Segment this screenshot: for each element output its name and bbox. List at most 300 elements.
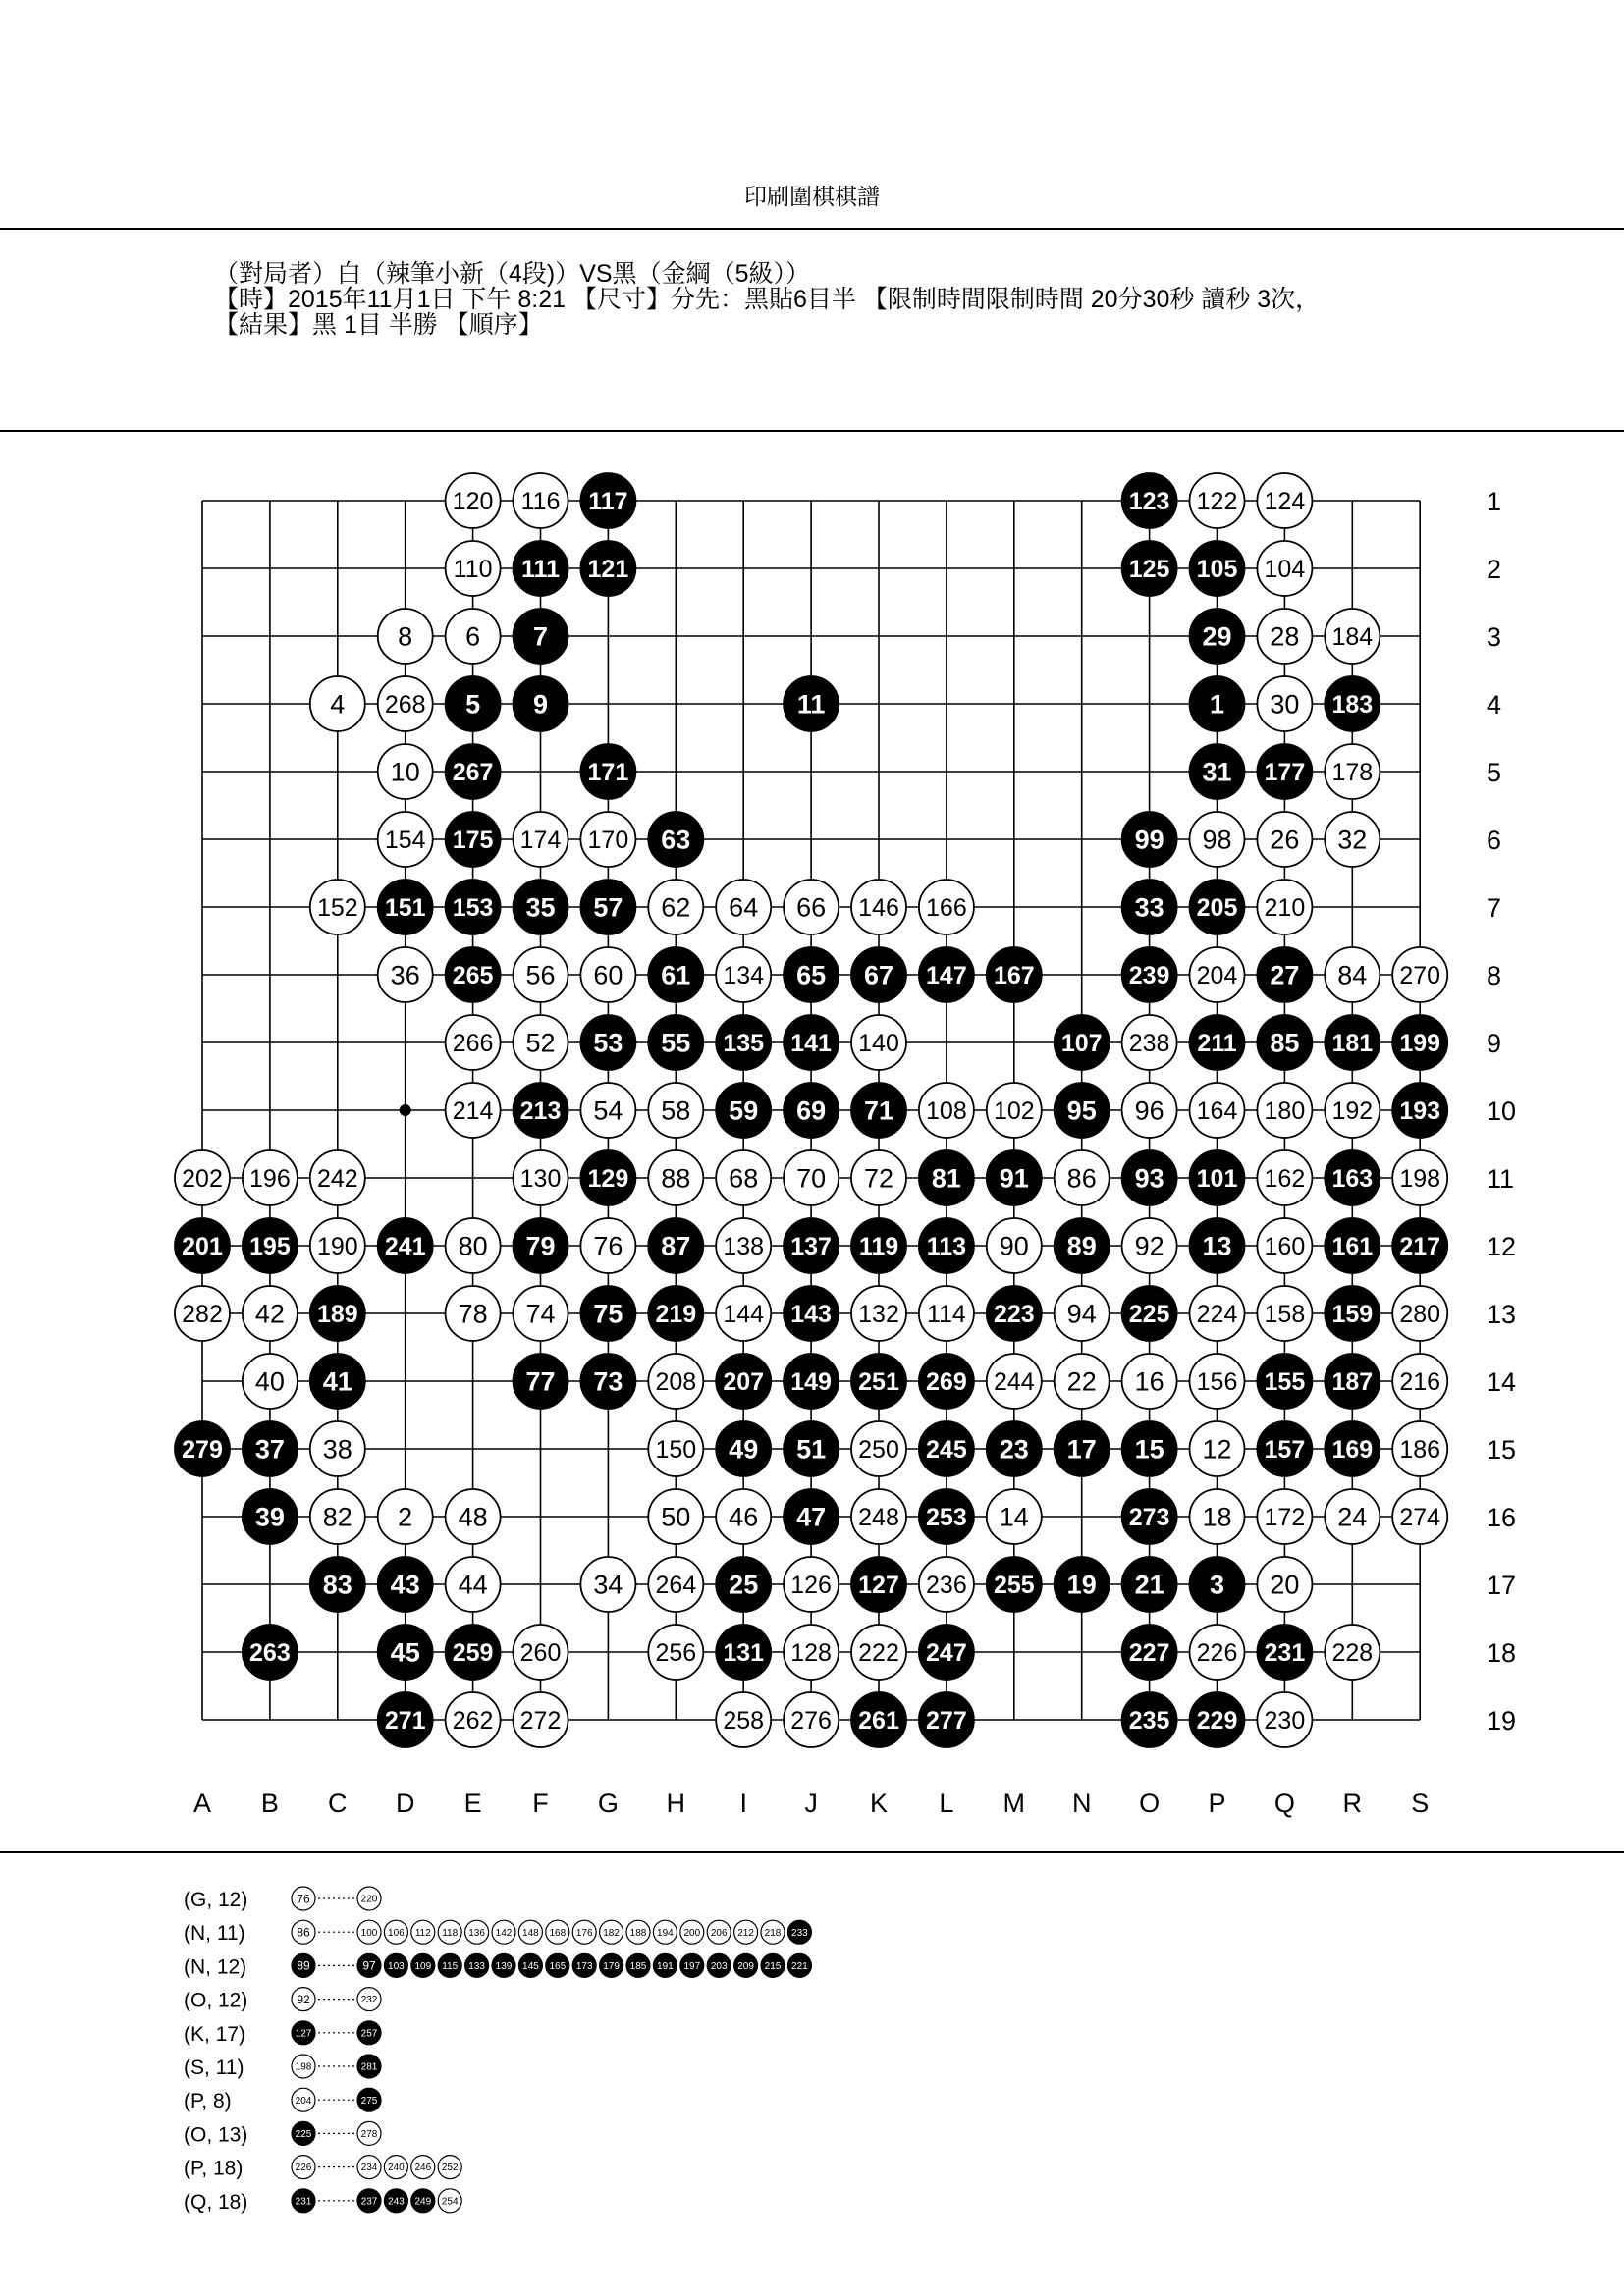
move-number: 187 (1331, 1368, 1374, 1396)
white-stone (919, 1557, 974, 1612)
move-number: 87 (661, 1231, 691, 1261)
repeat-position-label: (Q, 18) (184, 2190, 248, 2214)
black-stone (446, 744, 501, 799)
white-stone-small (411, 2156, 435, 2179)
move-number: 150 (655, 1436, 697, 1464)
black-stone-small (492, 1953, 515, 1977)
move-number: 92 (297, 1992, 310, 2006)
black-stone-small (357, 2189, 381, 2213)
white-stone (310, 1489, 365, 1544)
move-number: 45 (390, 1637, 420, 1668)
black-stone (1257, 1354, 1312, 1409)
black-stone (716, 1015, 771, 1070)
white-stone-small (734, 1920, 758, 1944)
move-number: 272 (519, 1707, 562, 1735)
move-number: 68 (729, 1163, 759, 1194)
move-number: 224 (1196, 1301, 1238, 1328)
white-stone (1257, 609, 1312, 664)
black-stone (1190, 1150, 1245, 1205)
white-stone-small (292, 2088, 315, 2111)
move-number: 13 (1202, 1231, 1232, 1261)
move-number: 280 (1399, 1301, 1441, 1328)
move-number: 84 (1337, 960, 1368, 990)
white-stone-small (292, 2055, 315, 2078)
row-label: 4 (1487, 690, 1502, 720)
black-stone (1257, 1625, 1312, 1680)
repeated-moves-list (0, 1865, 1624, 2287)
move-number: 131 (723, 1639, 765, 1667)
white-stone (514, 1625, 568, 1680)
black-stone (310, 1557, 365, 1612)
move-number: 252 (441, 2163, 459, 2174)
black-stone (851, 1692, 906, 1747)
black-stone (784, 1354, 839, 1409)
row-label: 19 (1487, 1706, 1517, 1735)
white-stone (175, 1150, 230, 1205)
move-number: 70 (796, 1163, 827, 1194)
move-number: 180 (1264, 1097, 1306, 1125)
repeat-position-label: (O, 12) (184, 1989, 248, 2012)
move-number: 14 (999, 1502, 1029, 1532)
white-stone (851, 1015, 906, 1070)
move-number: 96 (1134, 1095, 1164, 1126)
move-number: 73 (593, 1366, 623, 1397)
black-stone (919, 1625, 974, 1680)
black-stone (784, 1489, 839, 1544)
move-number: 117 (588, 488, 628, 515)
white-stone (851, 1150, 906, 1205)
move-number: 161 (1331, 1233, 1374, 1260)
black-stone (1257, 744, 1312, 799)
move-number: 74 (525, 1299, 556, 1329)
move-number: 256 (655, 1639, 697, 1667)
move-number: 146 (858, 894, 899, 922)
move-number: 225 (295, 2129, 312, 2140)
black-stone-small (761, 1953, 785, 1977)
move-number: 24 (1337, 1502, 1368, 1532)
black-stone (514, 609, 568, 664)
white-stone (716, 1218, 771, 1273)
column-label: I (739, 1789, 747, 1818)
move-number: 98 (1202, 825, 1232, 855)
white-stone-small (384, 2156, 407, 2179)
move-number: 182 (603, 1927, 620, 1939)
black-stone-small (600, 1953, 623, 1977)
white-stone (648, 1083, 703, 1138)
move-number: 119 (858, 1233, 899, 1260)
white-stone (446, 609, 501, 664)
move-number: 269 (926, 1368, 967, 1396)
white-stone (446, 1083, 501, 1138)
move-number: 213 (519, 1097, 562, 1125)
black-stone (1325, 1015, 1380, 1070)
white-stone (1190, 1354, 1245, 1409)
white-stone (1190, 1625, 1245, 1680)
move-number: 10 (390, 757, 420, 787)
move-number: 226 (295, 2163, 312, 2174)
move-number: 95 (1066, 1095, 1097, 1126)
black-stone (446, 1625, 501, 1680)
move-number: 228 (1331, 1639, 1374, 1667)
move-number: 85 (1270, 1028, 1300, 1058)
white-stone (1325, 812, 1380, 867)
row-label: 13 (1487, 1300, 1517, 1329)
white-stone (310, 880, 365, 934)
move-number: 12 (1202, 1434, 1232, 1465)
move-number: 215 (764, 1961, 782, 1972)
move-number: 227 (1128, 1639, 1170, 1667)
move-number: 83 (322, 1570, 352, 1600)
white-stone (851, 1489, 906, 1544)
move-number: 162 (1264, 1165, 1306, 1193)
move-number: 245 (926, 1436, 967, 1464)
move-number: 89 (1066, 1231, 1097, 1261)
result-line: 【結果】黑 1目 半勝 【順序】 (214, 311, 543, 339)
black-stone-small (411, 2189, 435, 2213)
move-number: 153 (452, 894, 494, 922)
black-stone (1190, 1015, 1245, 1070)
move-number: 274 (1399, 1504, 1441, 1531)
white-stone (243, 1150, 298, 1205)
black-stone (784, 1421, 839, 1476)
move-number: 223 (993, 1301, 1035, 1328)
black-stone (648, 1286, 703, 1341)
move-number: 11 (796, 689, 826, 720)
move-number: 79 (525, 1231, 556, 1261)
move-number: 25 (729, 1570, 759, 1600)
white-stone (1392, 1489, 1447, 1544)
black-stone (1325, 676, 1380, 731)
black-stone (784, 1083, 839, 1138)
page-title: 印刷圍棋棋譜 (744, 184, 880, 209)
white-stone (919, 880, 974, 934)
white-stone-small (653, 1920, 677, 1944)
white-stone (1257, 880, 1312, 934)
move-number: 40 (254, 1366, 285, 1397)
black-stone (580, 473, 635, 528)
move-number: 157 (1264, 1436, 1306, 1464)
white-stone-small (357, 2156, 381, 2179)
white-stone (514, 473, 568, 528)
white-stone (648, 1354, 703, 1409)
white-stone (378, 744, 433, 799)
white-stone-small (707, 1920, 731, 1944)
move-number: 15 (1134, 1434, 1164, 1465)
move-number: 101 (1196, 1165, 1238, 1193)
move-number: 221 (791, 1961, 808, 1972)
white-stone (378, 1489, 433, 1544)
black-stone (175, 1421, 230, 1476)
move-number: 128 (790, 1639, 832, 1667)
move-number: 115 (442, 1961, 459, 1972)
move-number: 142 (495, 1927, 513, 1939)
black-stone (514, 1083, 568, 1138)
move-number: 30 (1270, 689, 1300, 720)
move-number: 242 (316, 1165, 358, 1193)
black-stone (1325, 1354, 1380, 1409)
players-line: （對局者）白（辣筆小新（4段)）VS黑（金綱（5級）） (214, 260, 810, 288)
move-number: 125 (1128, 556, 1170, 583)
move-number: 189 (316, 1301, 358, 1328)
move-number: 27 (1270, 960, 1300, 990)
white-stone-small (357, 2121, 381, 2145)
white-stone (1190, 1083, 1245, 1138)
black-stone (851, 1218, 906, 1273)
move-number: 206 (710, 1927, 728, 1939)
move-number: 204 (1196, 962, 1238, 989)
move-number: 194 (657, 1927, 674, 1939)
move-number: 190 (316, 1233, 358, 1260)
white-stone (648, 880, 703, 934)
black-stone-small (707, 1953, 731, 1977)
move-number: 63 (661, 825, 691, 855)
move-number: 273 (1128, 1504, 1170, 1531)
black-stone (1122, 1150, 1177, 1205)
black-stone-small (465, 1953, 489, 1977)
black-stone-small (734, 1953, 758, 1977)
black-stone (1055, 1421, 1110, 1476)
move-number: 176 (575, 1927, 593, 1939)
move-number: 212 (737, 1927, 754, 1939)
black-stone (514, 541, 568, 596)
black-stone (446, 812, 501, 867)
divider (0, 1851, 1624, 1853)
move-number: 183 (1331, 691, 1374, 719)
black-stone (243, 1625, 298, 1680)
white-stone (784, 1692, 839, 1747)
white-stone (1392, 1150, 1447, 1205)
white-stone (446, 1218, 501, 1273)
move-number: 214 (452, 1097, 494, 1125)
move-number: 58 (661, 1095, 691, 1126)
column-label: F (532, 1789, 549, 1818)
move-number: 140 (858, 1030, 899, 1057)
move-number: 48 (458, 1502, 488, 1532)
move-number: 88 (661, 1163, 691, 1194)
black-stone (1122, 947, 1177, 1002)
move-number: 35 (525, 892, 556, 923)
black-stone (648, 812, 703, 867)
move-number: 5 (465, 689, 481, 720)
black-stone-small (546, 1953, 569, 1977)
move-number: 77 (525, 1366, 556, 1397)
move-number: 99 (1134, 825, 1164, 855)
white-stone (1257, 1557, 1312, 1612)
black-stone (1257, 1015, 1312, 1070)
black-stone (1055, 1083, 1110, 1138)
move-number: 262 (452, 1707, 494, 1735)
black-stone (784, 676, 839, 731)
black-stone (175, 1218, 230, 1273)
black-stone (378, 880, 433, 934)
move-number: 55 (661, 1028, 691, 1058)
move-number: 97 (362, 1958, 376, 1973)
move-number: 29 (1202, 621, 1232, 652)
black-stone (987, 947, 1042, 1002)
move-number: 78 (458, 1299, 488, 1329)
white-stone (648, 1150, 703, 1205)
black-stone-small (411, 1953, 435, 1977)
move-number: 203 (710, 1961, 728, 1972)
move-number: 76 (593, 1231, 623, 1261)
black-stone (648, 947, 703, 1002)
white-stone (310, 676, 365, 731)
move-number: 208 (655, 1368, 697, 1396)
move-number: 134 (723, 962, 765, 989)
black-stone (378, 1692, 433, 1747)
move-number: 20 (1270, 1570, 1300, 1600)
move-number: 248 (858, 1504, 899, 1531)
move-number: 61 (661, 960, 691, 990)
move-number: 126 (790, 1572, 832, 1599)
move-number: 257 (360, 2028, 378, 2040)
white-stone (514, 1692, 568, 1747)
star-point (400, 1104, 411, 1116)
move-number: 118 (442, 1927, 459, 1939)
move-number: 41 (322, 1366, 352, 1397)
white-stone (1257, 541, 1312, 596)
white-stone-small (357, 1988, 381, 2011)
move-number: 145 (522, 1961, 539, 1972)
move-number: 2 (398, 1502, 413, 1532)
repeat-position-label: (G, 12) (184, 1889, 248, 1911)
move-number: 271 (384, 1707, 426, 1735)
black-stone (446, 880, 501, 934)
move-number: 4 (330, 689, 346, 720)
column-label: P (1208, 1789, 1226, 1818)
move-number: 94 (1066, 1299, 1097, 1329)
black-stone (1190, 1557, 1245, 1612)
move-number: 193 (1399, 1097, 1441, 1125)
move-number: 109 (414, 1961, 432, 1972)
repeat-position-label: (P, 18) (184, 2157, 244, 2180)
move-number: 259 (452, 1639, 494, 1667)
move-number: 254 (441, 2196, 459, 2208)
column-label: M (1002, 1789, 1026, 1818)
white-stone (1257, 473, 1312, 528)
move-number: 216 (1399, 1368, 1441, 1396)
black-stone (378, 1557, 433, 1612)
white-stone (1257, 676, 1312, 731)
black-stone (716, 1354, 771, 1409)
row-label: 10 (1487, 1096, 1517, 1126)
move-number: 33 (1134, 892, 1164, 923)
black-stone-small (292, 2189, 315, 2213)
column-label: R (1342, 1789, 1363, 1818)
black-stone (243, 1218, 298, 1273)
black-stone (514, 1354, 568, 1409)
move-number: 192 (1331, 1097, 1374, 1125)
move-number: 56 (525, 960, 556, 990)
white-stone (784, 1625, 839, 1680)
repeat-position-label: (N, 12) (184, 1955, 247, 1979)
game-info-line: 【時】2015年11月1日 下午 8:21 【尺寸】分先：黑貼6目半 【限制時間限制時間 20分30秒 讀秒 3次， (214, 286, 1321, 313)
move-number: 144 (723, 1301, 765, 1328)
black-stone (987, 1286, 1042, 1341)
move-number: 39 (254, 1502, 285, 1532)
white-stone (446, 1489, 501, 1544)
white-stone (580, 1557, 635, 1612)
move-number: 148 (522, 1927, 539, 1939)
black-stone (1122, 1489, 1177, 1544)
black-stone (784, 947, 839, 1002)
black-stone-small (680, 1953, 704, 1977)
white-stone (580, 1218, 635, 1273)
white-stone-small (438, 2156, 461, 2179)
white-stone (716, 947, 771, 1002)
move-number: 249 (414, 2196, 432, 2208)
move-number: 64 (729, 892, 759, 923)
move-number: 244 (993, 1368, 1035, 1396)
move-number: 122 (1196, 488, 1238, 515)
move-number: 81 (931, 1163, 961, 1194)
white-stone (1190, 1489, 1245, 1544)
move-number: 123 (1128, 488, 1170, 515)
black-stone (851, 1083, 906, 1138)
row-label: 16 (1487, 1503, 1517, 1532)
white-stone-small (761, 1920, 785, 1944)
black-stone (1190, 1218, 1245, 1273)
move-number: 218 (764, 1927, 782, 1939)
move-number: 91 (999, 1163, 1029, 1194)
move-number: 261 (858, 1707, 899, 1735)
black-stone (1122, 880, 1177, 934)
move-number: 38 (322, 1434, 352, 1465)
white-stone (851, 1286, 906, 1341)
black-stone-small (357, 2055, 381, 2078)
move-number: 195 (249, 1233, 291, 1260)
black-stone-small (653, 1953, 677, 1977)
move-number: 86 (1066, 1163, 1097, 1194)
move-number: 210 (1264, 894, 1306, 922)
white-stone-small (292, 1920, 315, 1944)
move-number: 253 (926, 1504, 967, 1531)
white-stone (1325, 744, 1380, 799)
move-number: 260 (519, 1639, 562, 1667)
black-stone (716, 1421, 771, 1476)
move-number: 133 (468, 1961, 485, 1972)
white-stone (446, 541, 501, 596)
move-number: 247 (926, 1639, 967, 1667)
black-stone (1325, 1150, 1380, 1205)
move-number: 51 (796, 1434, 827, 1465)
move-number: 152 (316, 894, 358, 922)
black-stone-small (292, 2021, 315, 2045)
black-stone-small (357, 1953, 381, 1977)
move-number: 171 (587, 759, 629, 786)
move-number: 102 (993, 1097, 1035, 1125)
black-stone-small (384, 2189, 407, 2213)
move-number: 177 (1264, 759, 1306, 786)
white-stone (446, 1286, 501, 1341)
column-label: K (869, 1789, 889, 1818)
move-number: 19 (1066, 1570, 1097, 1600)
black-stone (446, 947, 501, 1002)
move-number: 184 (1331, 623, 1374, 651)
move-number: 209 (737, 1961, 754, 1972)
move-number: 191 (657, 1961, 674, 1972)
white-stone (1392, 947, 1447, 1002)
move-number: 34 (593, 1570, 623, 1600)
column-label: G (597, 1789, 619, 1818)
move-number: 8 (398, 621, 413, 652)
row-label: 15 (1487, 1435, 1517, 1465)
move-number: 185 (629, 1961, 647, 1972)
white-stone (378, 947, 433, 1002)
column-label: L (939, 1789, 954, 1818)
black-stone (1190, 541, 1245, 596)
white-stone (1257, 1489, 1312, 1544)
